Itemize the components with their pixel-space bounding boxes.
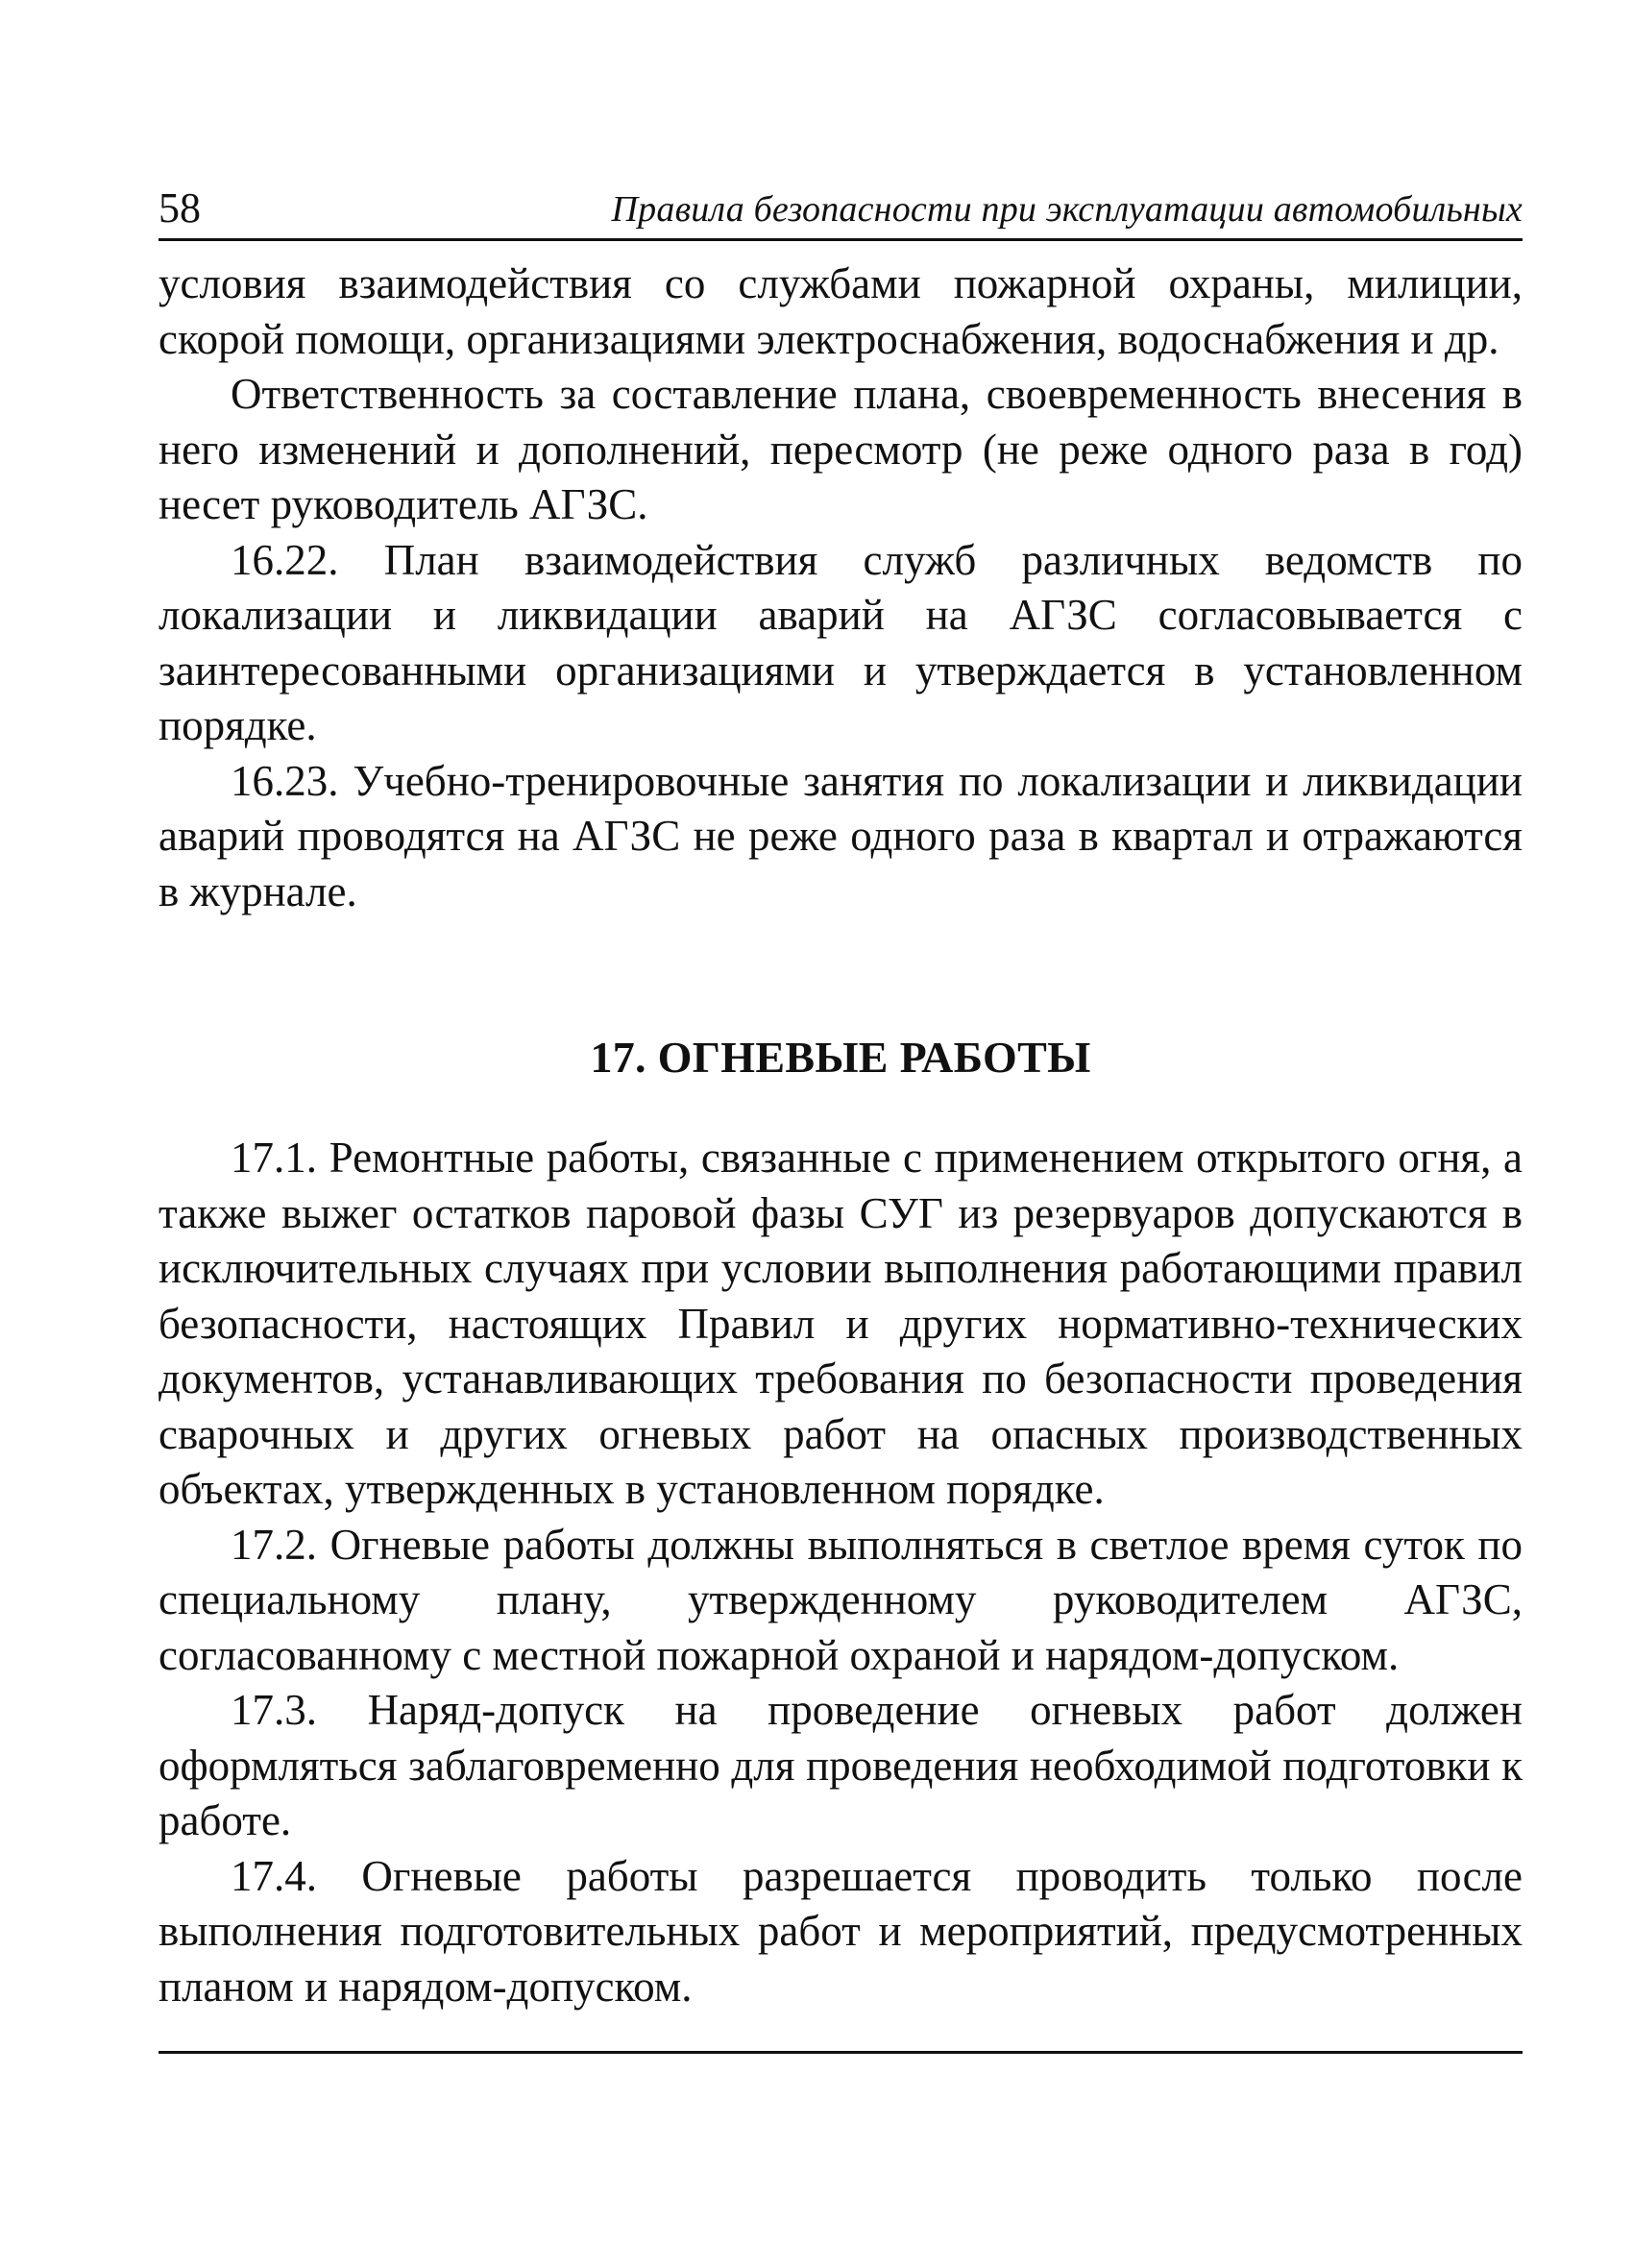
running-title: Правила безопасности при эксплуатации автомобильных xyxy=(611,189,1523,230)
page-number: 58 xyxy=(158,184,201,232)
paragraph-17-1: 17.1. Ремонтные работы, связанные с применением открытого огня, а также выжег остатков паровой фазы СУГ из резервуаров допускаются в исключительных случаях при условии выполнения работающими правил безопасности, настоящих Правил и других нормативно-технических документов, устанавливающих требования по безопасности проведения сварочных и других огневых работ на опасных производственных объектах, утвержденных в установленном порядке. xyxy=(158,1134,1523,1513)
paragraph-continuation: условия взаимодействия со службами пожарной охраны, милиции, скорой помощи, организациями электроснабжения, водоснабжения и др. xyxy=(158,259,1523,363)
section-heading: 17. ОГНЕВЫЕ РАБОТЫ xyxy=(590,1033,1091,1082)
paragraph-17-3: 17.3. Наряд-допуск на проведение огневых работ должен оформляться заблаговременно для проведения необходимой подготовки к работе. xyxy=(158,1686,1523,1844)
paragraph-17-4: 17.4. Огневые работы разрешается проводить только после выполнения подготовительных работ и мероприятий, предусмотренных планом и нарядом-допуском. xyxy=(158,1851,1523,2011)
running-header xyxy=(158,183,1523,241)
paragraph-16-22: 16.22. План взаимодействия служб различных ведомств по локализации и ликвидации аварий на АГЗС согласовывается с заинтересованными организациями и утверждается в установленном порядке. xyxy=(158,535,1523,749)
body-text xyxy=(158,256,1523,2014)
paragraph-17-2: 17.2. Огневые работы должны выполняться в светлое время суток по специальному плану, утвержденному руководителем АГЗС, согласованному с местной пожарной охраной и нарядом-допуском. xyxy=(158,1520,1523,1679)
footer-rule xyxy=(158,2051,1523,2054)
paragraph-16-23: 16.23. Учебно-тренировочные занятия по локализации и ликвидации аварий проводятся на АГЗС не реже одного раза в квартал и отражаются в журнале. xyxy=(158,756,1523,915)
book-page xyxy=(158,183,1523,2054)
paragraph-responsibility: Ответственность за составление плана, своевременность внесения в него изменений и дополнений, пересмотр (не реже одного раза в год) несет руководитель АГЗС. xyxy=(158,370,1523,528)
